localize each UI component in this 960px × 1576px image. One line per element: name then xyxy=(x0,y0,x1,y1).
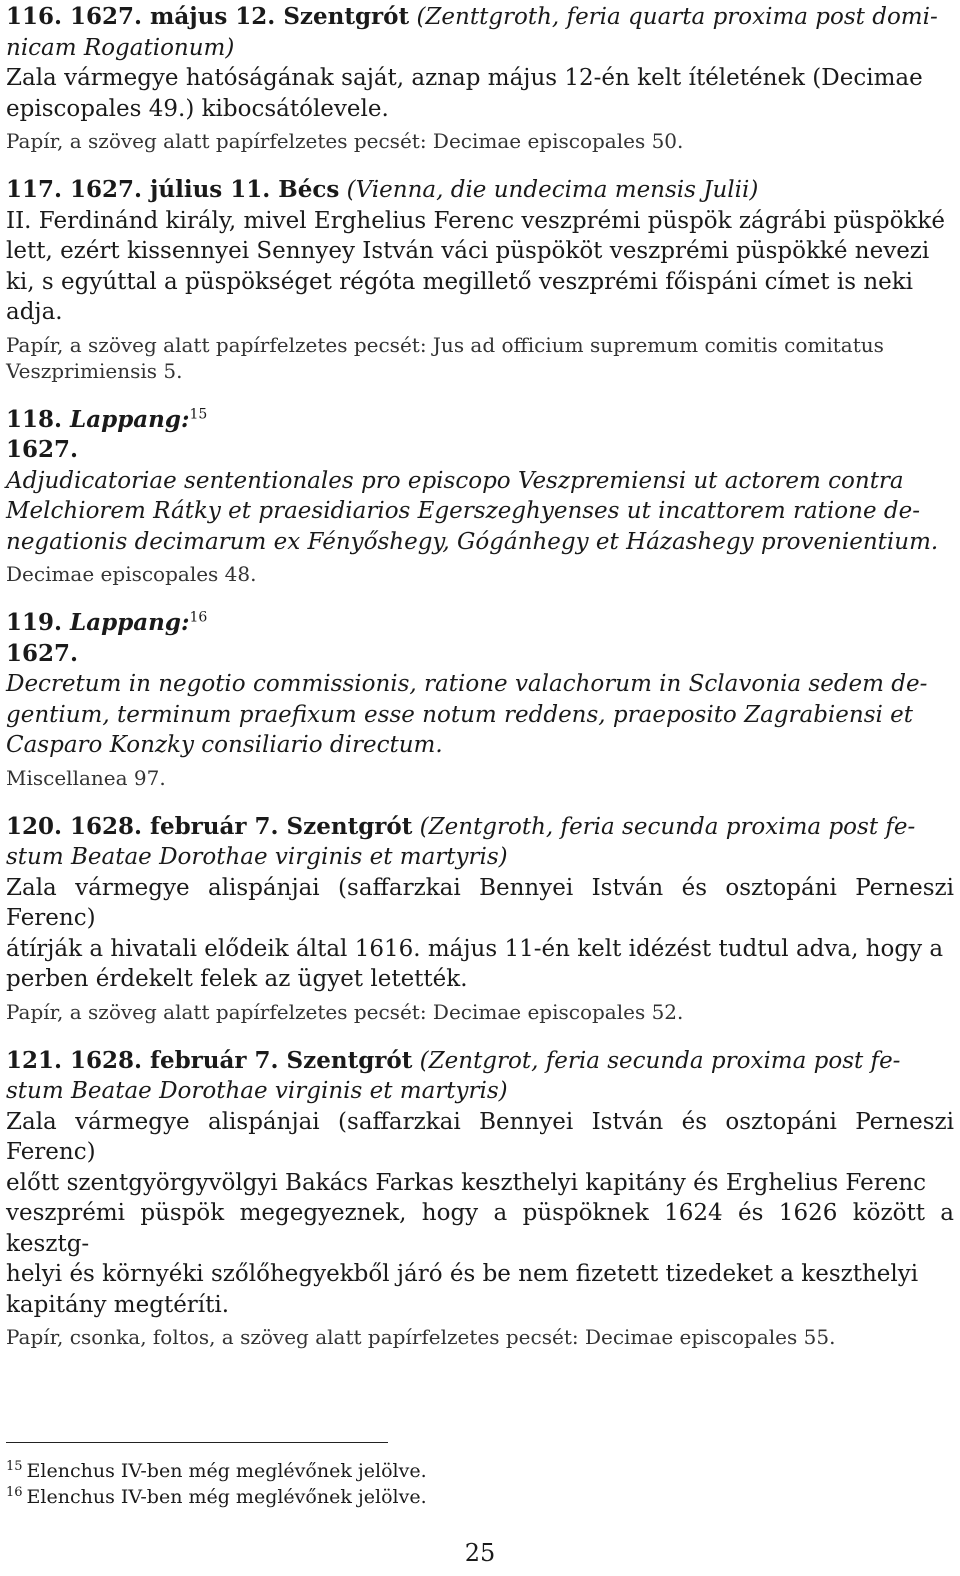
entry-heading xyxy=(6,608,954,639)
lappang-label: Lappang: xyxy=(70,405,190,433)
entry-year: 1627. xyxy=(6,436,79,463)
entry-spacer xyxy=(6,1025,954,1046)
entry-text-line: Zala vármegye hatóságának saját, aznap május 12-én kelt ítéletének (Decimae xyxy=(6,65,923,91)
document-entry xyxy=(6,608,954,812)
entry-spacer xyxy=(6,154,954,175)
entry-text-line: Melchiorem Rátky et praesidiarios Egerszeghyenses ut incattorem ratione de- xyxy=(6,498,920,524)
footnote-text: Elenchus IV-ben még meglévőnek jelölve. xyxy=(26,1460,427,1482)
entry-heading xyxy=(6,2,954,33)
entry-text-line: helyi és környéki szőlőhegyekből járó és be nem fizetett tizedeket a keszthelyi xyxy=(6,1261,919,1287)
document-entry xyxy=(6,405,954,609)
entry-text-line: Casparo Konzky consiliario directum. xyxy=(6,732,443,758)
entry-text-line: nicam Rogationum) xyxy=(6,34,235,61)
footnote-separator xyxy=(6,1442,388,1443)
entry-number: 119. xyxy=(6,609,71,636)
entry-source-note: Papír, a szöveg alatt papírfelzetes pecsét: Jus ad officium supremum comitis comitatus Veszprimiensis 5. xyxy=(6,332,884,383)
entry-source-note: Miscellanea 97. xyxy=(6,765,166,790)
entry-source-note: Papír, csonka, foltos, a szöveg alatt papírfelzetes pecsét: Decimae episcopales 55. xyxy=(6,1325,836,1349)
entry-heading xyxy=(6,812,954,843)
entry-source-note: Decimae episcopales 48. xyxy=(6,562,257,586)
entry-heading-latin: (Zenttgroth, feria quarta proxima post domi- xyxy=(409,4,938,30)
entry-spacer xyxy=(6,587,954,608)
document-entry xyxy=(6,812,954,1046)
entry-text-line: kapitány megtéríti. xyxy=(6,1291,230,1318)
document-entry xyxy=(6,1046,954,1351)
entry-text-line: Zala vármegye alispánjai (saffarzkai Bennyei István és osztopáni Perneszi Ferenc) xyxy=(6,874,954,931)
entry-text-line: Zala vármegye alispánjai (saffarzkai Bennyei István és osztopáni Perneszi Ferenc) xyxy=(6,1108,954,1165)
footnote-15 xyxy=(6,1460,427,1482)
entry-text-line: stum Beatae Dorothae virginis et martyris) xyxy=(6,1078,508,1104)
document-entry xyxy=(6,2,954,175)
entry-text-line: előtt szentgyörgyvölgyi Bakács Farkas keszthelyi kapitány és Erghelius Ferenc xyxy=(6,1169,927,1196)
footnote-ref: 16 xyxy=(189,609,208,626)
entry-heading-bold: 116. 1627. május 12. Szentgrót xyxy=(6,3,410,30)
entry-heading-bold xyxy=(6,609,189,636)
page-number: 25 xyxy=(464,1539,496,1567)
entry-text-line: veszprémi püspök megegyeznek, hogy a püspöknek 1624 és 1626 között a kesztg- xyxy=(6,1200,954,1257)
entry-spacer xyxy=(6,384,954,405)
entry-source-note: Papír, a szöveg alatt papírfelzetes pecsét: Decimae episcopales 52. xyxy=(6,999,684,1024)
entry-heading xyxy=(6,1046,954,1077)
entry-spacer xyxy=(6,791,954,812)
entry-text-line: episcopales 49.) kibocsátólevele. xyxy=(6,95,389,122)
footnote-16 xyxy=(6,1486,427,1508)
entry-text-line: perben érdekelt felek az ügyet letették. xyxy=(6,966,468,992)
footnote-text: Elenchus IV-ben még meglévőnek jelölve. xyxy=(26,1486,427,1508)
entry-text-line: átírják a hivatali elődeik által 1616. május 11-én kelt idézést tudtul adva, hogy a xyxy=(6,935,944,962)
document-body xyxy=(6,2,954,1350)
entry-heading-latin: (Zentgrot, feria secunda proxima post fe- xyxy=(412,1047,901,1074)
entry-text-line: gentium, terminum praefixum esse notum reddens, praeposito Zagrabiensi et xyxy=(6,701,914,728)
entry-source-note: Papír, a szöveg alatt papírfelzetes pecsét: Decimae episcopales 50. xyxy=(6,129,684,153)
entry-heading-bold: 117. 1627. július 11. Bécs xyxy=(6,176,340,203)
entry-text-line: Decretum in negotio commissionis, ratione valachorum in Sclavonia sedem de- xyxy=(6,671,928,697)
entry-heading-bold xyxy=(6,406,189,433)
footnote-number: 16 xyxy=(6,1484,23,1500)
lappang-label: Lappang: xyxy=(70,609,190,636)
footnote-ref: 15 xyxy=(189,405,208,422)
entry-heading xyxy=(6,405,954,436)
entry-text-line: ki, s egyúttal a püspökséget régóta megillető veszprémi főispáni címet is neki adja. xyxy=(6,268,914,325)
entry-text-line: Adjudicatoriae sententionales pro episcopo Veszpremiensi ut actorem contra xyxy=(6,467,904,494)
entry-number: 118. xyxy=(6,405,71,433)
document-entry xyxy=(6,175,954,405)
footnote-number: 15 xyxy=(6,1458,23,1474)
entry-text-line: stum Beatae Dorothae virginis et martyris) xyxy=(6,844,508,870)
entry-year: 1627. xyxy=(6,639,79,667)
entry-heading-bold: 121. 1628. február 7. Szentgrót xyxy=(6,1046,413,1074)
entry-text-line: lett, ezért kissennyei Sennyey István váci püspököt veszprémi püspökké nevezi xyxy=(6,238,930,264)
entry-heading-latin: (Vienna, die undecima mensis Julii) xyxy=(339,177,759,203)
entry-text-line: negationis decimarum ex Fényőshegy, Gógánhegy et Házashegy provenientium. xyxy=(6,528,939,555)
entry-heading xyxy=(6,175,954,206)
entry-heading-bold: 120. 1628. február 7. Szentgrót xyxy=(6,812,413,840)
entry-heading-latin: (Zentgroth, feria secunda proxima post fe- xyxy=(412,813,916,840)
entry-text-line: II. Ferdinánd király, mivel Erghelius Ferenc veszprémi püspök zágrábi püspökké xyxy=(6,207,945,234)
